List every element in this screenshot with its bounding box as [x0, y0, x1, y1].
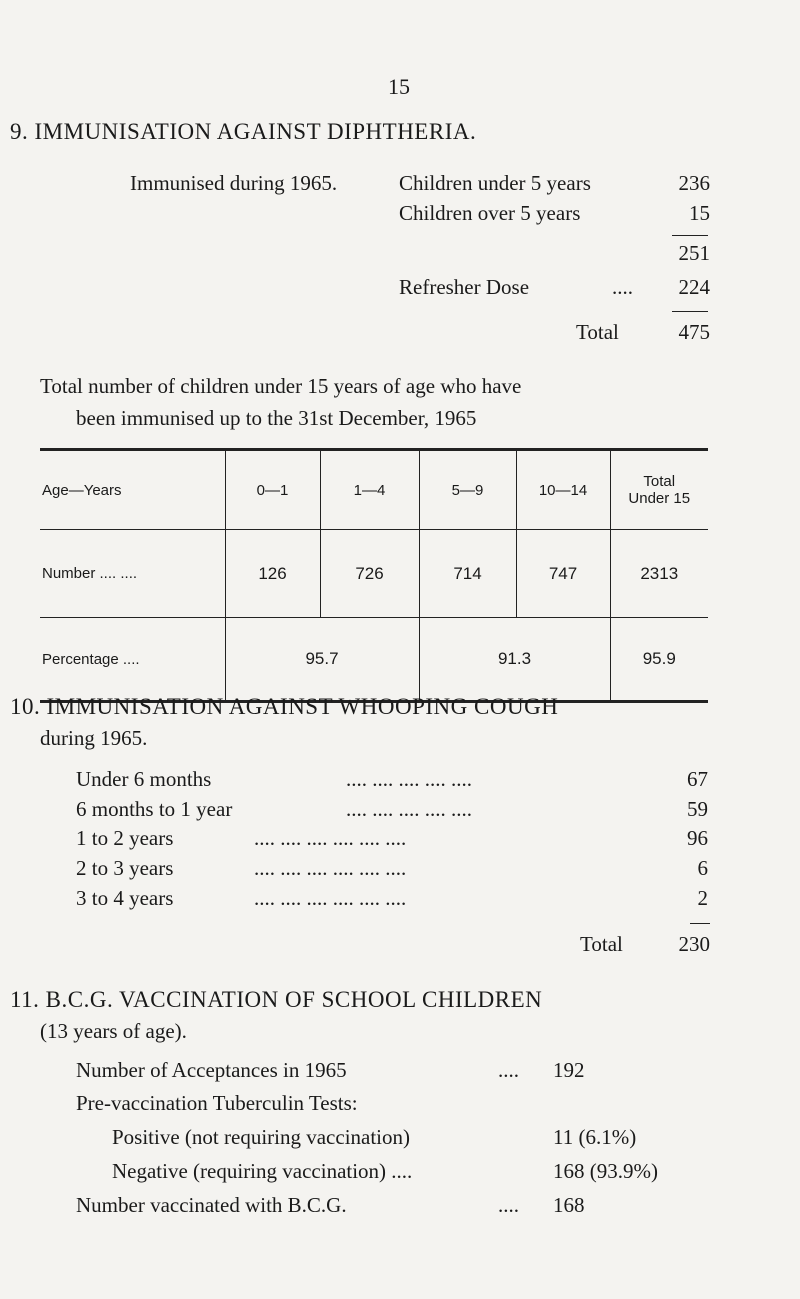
header-5-9: 5—9 [419, 450, 516, 530]
wc-row-dots: .... .... .... .... .... .... [254, 886, 407, 910]
wc-row-label: 2 to 3 years [76, 856, 174, 880]
number-5-9: 714 [419, 530, 516, 618]
positive-label: Positive (not requiring vaccination) [112, 1125, 411, 1149]
immunisation-table [40, 448, 708, 703]
total-label: Total [576, 320, 619, 344]
pretest-label: Pre-vaccination Tuberculin Tests: [76, 1091, 358, 1115]
number-label: Number .... .... [40, 530, 225, 618]
wc-row-label: 6 months to 1 year [76, 797, 233, 821]
percentage-5-14: 91.3 [419, 618, 610, 702]
under5-value: 236 [678, 171, 710, 195]
header-1-4: 1—4 [320, 450, 419, 530]
table-header-row [40, 450, 708, 530]
subtotal-value: 251 [678, 241, 710, 265]
table-row [40, 618, 708, 702]
vaccinated-value: 168 [553, 1193, 585, 1217]
wc-row-dots: .... .... .... .... .... [346, 767, 472, 791]
header-total-line2: Under 15 [628, 490, 691, 507]
wc-row-value: 67 [687, 767, 708, 791]
wc-total-rule [690, 923, 710, 924]
section-11-subtitle: (13 years of age). [40, 1019, 187, 1043]
wc-row-dots: .... .... .... .... .... [346, 797, 472, 821]
wc-row-label: Under 6 months [76, 767, 212, 791]
refresher-label: Refresher Dose [399, 275, 530, 299]
vaccinated-label: Number vaccinated with B.C.G. [76, 1193, 347, 1217]
header-total-line1: Total [643, 473, 676, 490]
percentage-label: Percentage .... [40, 618, 225, 702]
refresher-value: 224 [678, 275, 710, 299]
negative-label: Negative (requiring vaccination) .... [112, 1159, 413, 1183]
wc-row-value: 6 [697, 856, 708, 880]
number-1-4: 726 [320, 530, 419, 618]
wc-row-value: 2 [697, 886, 708, 910]
vaccinated-dots: .... [498, 1193, 519, 1217]
positive-value: 11 (6.1%) [553, 1125, 637, 1149]
over5-value: 15 [689, 201, 710, 225]
subtotal-rule [672, 235, 708, 236]
section-11-title: 11. B.C.G. VACCINATION OF SCHOOL CHILDREN [10, 987, 543, 1012]
section-10-title: 10. IMMUNISATION AGAINST WHOOPING COUGH [10, 694, 559, 719]
under5-label: Children under 5 years [399, 171, 591, 195]
acceptances-value: 192 [553, 1058, 585, 1082]
header-age: Age—Years [40, 450, 225, 530]
refresher-dots: .... [612, 275, 633, 299]
number-10-14: 747 [516, 530, 610, 618]
header-total [610, 450, 708, 530]
wc-row-label: 1 to 2 years [76, 826, 174, 850]
percentage-total: 95.9 [610, 618, 708, 702]
section-9-title: 9. IMMUNISATION AGAINST DIPHTHERIA. [10, 119, 477, 144]
total-value: 475 [678, 320, 710, 344]
wc-row-value: 59 [687, 797, 708, 821]
wc-total-label: Total [580, 932, 623, 956]
acceptances-dots: .... [498, 1058, 519, 1082]
header-10-14: 10—14 [516, 450, 610, 530]
wc-row-dots: .... .... .... .... .... .... [254, 826, 407, 850]
percentage-0-4: 95.7 [225, 618, 419, 702]
wc-row-dots: .... .... .... .... .... .... [254, 856, 407, 880]
note-line-2: been immunised up to the 31st December, 1965 [76, 406, 477, 430]
wc-total-value: 230 [678, 932, 710, 956]
immunised-label: Immunised during 1965. [130, 171, 338, 195]
wc-row-value: 96 [687, 826, 708, 850]
header-0-1: 0—1 [225, 450, 320, 530]
acceptances-label: Number of Acceptances in 1965 [76, 1058, 347, 1082]
wc-row-label: 3 to 4 years [76, 886, 174, 910]
over5-label: Children over 5 years [399, 201, 581, 225]
negative-value: 168 (93.9%) [553, 1159, 658, 1183]
number-total: 2313 [610, 530, 708, 618]
page-number: 15 [388, 74, 410, 99]
table-row [40, 530, 708, 618]
note-line-1: Total number of children under 15 years of age who have [40, 374, 522, 398]
number-0-1: 126 [225, 530, 320, 618]
section-10-subtitle: during 1965. [40, 726, 148, 750]
total-rule [672, 311, 708, 312]
